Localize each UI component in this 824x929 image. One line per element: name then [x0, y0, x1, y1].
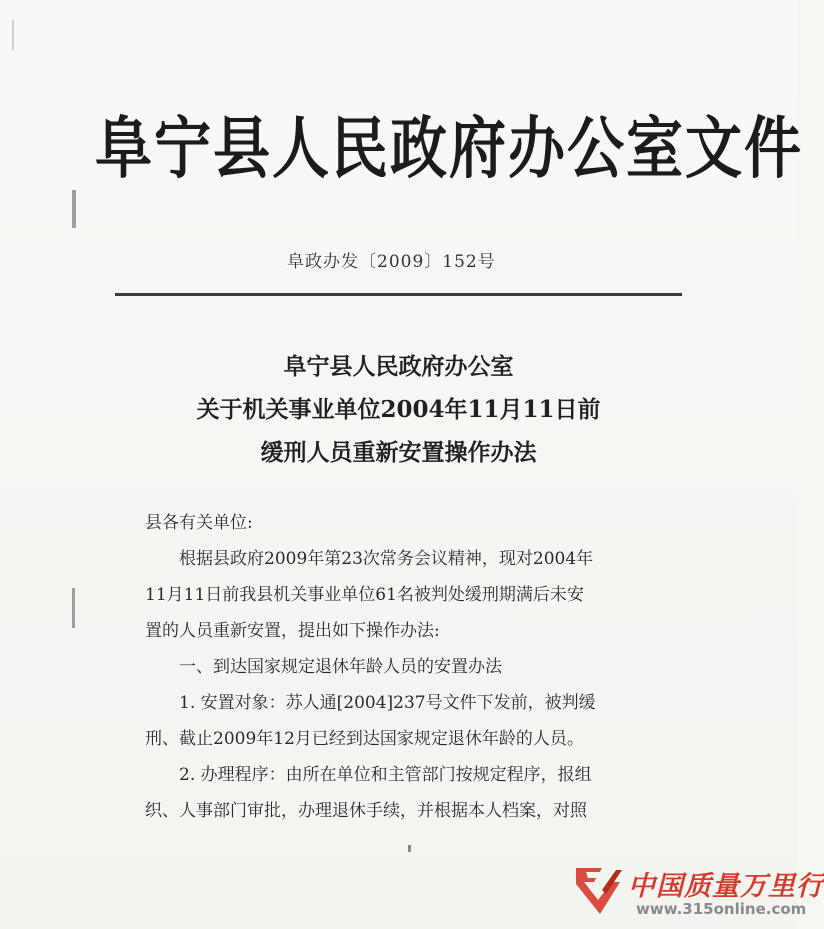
- body-line-8: 织、人事部门审批，办理退休手续，并根据本人档案，对照: [145, 801, 587, 821]
- subject-line-2: 关于机关事业单位2004年11月11日前: [196, 396, 601, 423]
- watermark-url: www.315online.com: [636, 900, 807, 918]
- body-line-6: 刑、截止2009年12月已经到达国家规定退休年龄的人员。: [145, 729, 584, 749]
- body-line-1: 根据县政府2009年第23次常务会议精神，现对2004年: [179, 549, 594, 569]
- header-divider: [115, 293, 682, 296]
- binding-mark-bottom: [72, 588, 75, 628]
- watermark-logo-icon: [572, 860, 624, 918]
- document-number: 阜政办发〔2009〕152号: [287, 252, 496, 272]
- body-line-5: 1. 安置对象：苏人通[2004]237号文件下发前，被判缓: [179, 693, 596, 713]
- watermark: [572, 860, 824, 922]
- salutation: 县各有关单位:: [145, 513, 253, 533]
- document-subject: [0, 345, 797, 474]
- document-header-title: 阜宁县人民政府办公室文件: [95, 109, 803, 189]
- page-mark: [408, 845, 411, 852]
- subject-line-3: 缓刑人员重新安置操作办法: [260, 439, 537, 466]
- body-line-7: 2. 办理程序：由所在单位和主管部门按规定程序，报组: [179, 765, 592, 785]
- document-body: [145, 505, 685, 829]
- edge-mark: [12, 20, 14, 50]
- section-heading-1: 一、到达国家规定退休年龄人员的安置办法: [179, 657, 502, 677]
- watermark-title: 中国质量万里行: [628, 871, 824, 902]
- subject-line-1: 阜宁县人民政府办公室: [283, 353, 514, 380]
- body-line-3: 置的人员重新安置，提出如下操作办法:: [145, 621, 440, 641]
- body-line-2: 11月11日前我县机关事业单位61名被判处缓刑期满后未安: [145, 585, 584, 605]
- binding-mark-top: [72, 190, 76, 228]
